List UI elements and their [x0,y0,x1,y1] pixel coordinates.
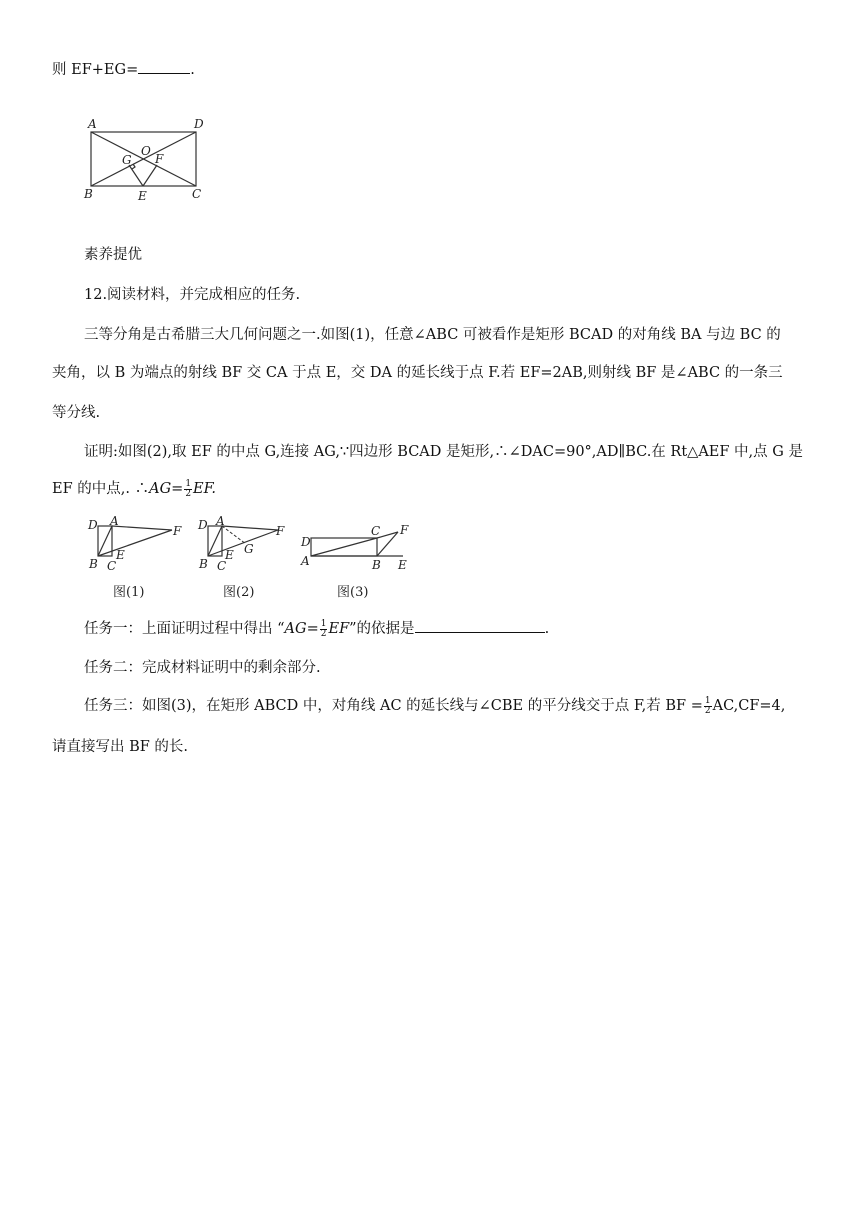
label-o: O [141,144,151,158]
task1-suffix: ”的依据是 [349,621,415,637]
figure-3 [298,518,420,578]
fig3-label-c: C [371,524,381,538]
fig1-label-b: B [89,557,98,571]
fraction-denominator: 2 [185,488,192,499]
task1-fraction [320,620,328,639]
task1-end: . [544,621,550,637]
proof-line2 [52,477,216,499]
para1-line2: 夹角，以 B 为端点的射线 BF 交 CA 于点 E，交 DA 的延长线于点 F.若 EF=2AB,则射线 BF 是∠ABC 的一条三 [52,365,783,381]
fig1-label-d: D [88,518,98,532]
fig2-caption: 图(2) [223,585,255,600]
fraction-half [184,480,192,499]
label-e: E [138,189,147,203]
fig3-label-d: D [301,535,311,549]
fig3-label-a: A [301,554,310,568]
fig2-label-d: D [198,518,208,532]
label-a: A [88,117,97,131]
fig2-label-c: C [217,559,227,573]
fig3-label-f: F [400,523,409,537]
math-ag: AG= [149,481,184,497]
label-d: D [194,117,204,131]
question-12-title: 12.阅读材料，并完成相应的任务. [84,287,301,303]
task3-prefix: 任务三：如图(3)，在矩形 ABCD 中，对角线 AC 的延长线与∠CBE 的平分线交于点 F,若 BF = [84,698,703,714]
task1-answer-blank[interactable] [415,618,545,633]
label-g: G [122,153,132,167]
task1-math-ag: AG= [284,621,319,637]
task-3-line2: 请直接写出 BF 的长. [52,739,189,755]
fig1-caption: 图(1) [113,585,145,600]
fraction-numerator: 1 [185,478,192,489]
task3-suffix: AC,CF=4, [712,698,786,714]
figure-2 [196,514,296,576]
section-title: 素养提优 [84,247,142,263]
proof-line1: 证明:如图(2),取 EF 的中点 G,连接 AG,∵四边形 BCAD 是矩形,∴∠DAC=90°,AD∥BC.在 Rt△AEF 中,点 G 是 [84,444,803,460]
answer-line-ef-eg [52,58,195,79]
rectangle-figure [80,114,210,206]
fig3-label-b: B [372,558,381,572]
task1-math-ef: EF [328,621,350,637]
proof-line2-prefix: EF 的中点,. ∴ [52,481,150,497]
task3-fraction-numerator: 1 [704,695,711,706]
label-f: F [155,152,164,166]
label-b: B [84,187,93,201]
task-2: 任务二：完成材料证明中的剩余部分. [84,660,321,676]
task3-fraction-denominator: 2 [704,705,711,716]
task3-fraction [704,697,712,716]
answer-blank[interactable] [138,59,190,74]
fig1-label-c: C [107,559,117,573]
fig2-label-g: G [244,542,254,556]
task1-fraction-denominator: 2 [320,628,327,639]
task1-prefix: 任务一：上面证明过程中得出 “ [84,621,285,637]
label-c: C [192,187,202,201]
task-1 [84,617,549,639]
fig2-label-e: E [225,548,234,562]
para1-line1 [84,323,808,344]
para1-line1-text: 三等分角是古希腊三大几何问题之一.如图(1)，任意∠ABC 可被看作是矩形 BCAD 的对角线 BA 与边 BC 的 [84,327,781,343]
fig1-label-e: E [116,548,125,562]
fig3-label-e: E [398,558,407,572]
math-ef: EF. [193,481,217,497]
fig2-label-f: F [276,524,285,538]
task-3-line1 [84,694,785,716]
fig2-label-a: A [216,514,225,528]
para1-line3: 等分线. [52,405,101,421]
fig2-label-b: B [199,557,208,571]
period: . [190,62,195,78]
task1-fraction-numerator: 1 [320,618,327,629]
ef-eg-prefix: 则 EF+EG= [52,62,139,78]
fig1-label-f: F [173,524,182,538]
fig3-caption: 图(3) [337,585,369,600]
figure-1 [86,514,186,576]
fig1-label-a: A [110,514,119,528]
